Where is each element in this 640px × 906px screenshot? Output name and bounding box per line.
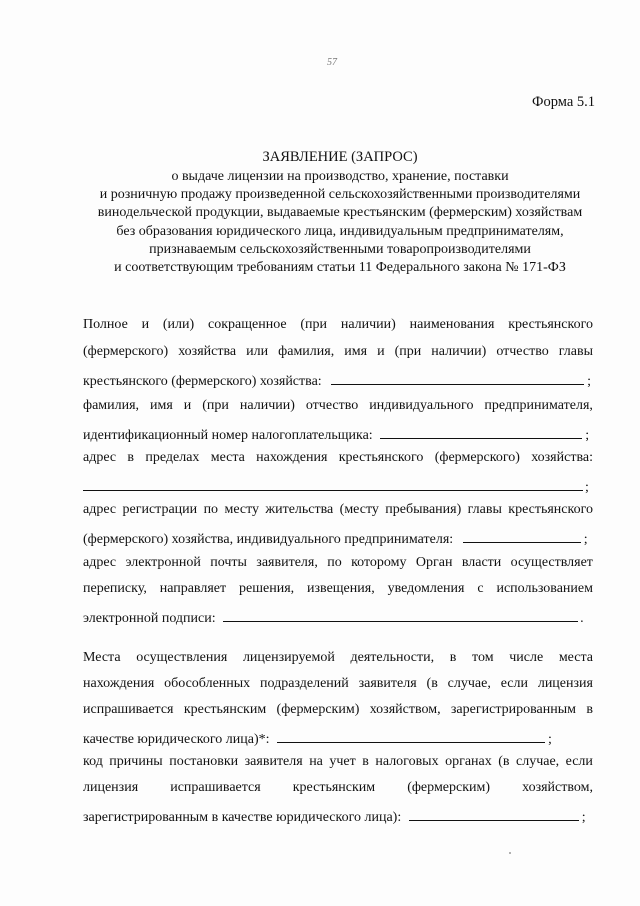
word: деятельности,: [350, 650, 435, 665]
word: причины: [109, 754, 163, 769]
word: случае,: [516, 754, 560, 769]
subtitle-line: и соответствующим требованиям статьи 11 Федерального закона № 171-ФЗ: [114, 260, 566, 276]
word: отчество: [305, 398, 359, 413]
word: с: [477, 581, 484, 596]
subtitle-line: о выдаче лицензии на производство, хранение, поставки: [171, 169, 509, 184]
subtitle-line: признаваемым сельскохозяйственными товаропроизводителями: [149, 241, 531, 257]
word: и: [377, 344, 385, 359]
word: или: [246, 344, 269, 359]
word: фамилия,: [83, 398, 140, 413]
word: Орган: [415, 555, 453, 570]
semicolon: ;: [581, 810, 586, 825]
word: крестьянским: [292, 780, 376, 795]
kpp-line: [83, 806, 593, 826]
word: (фермерским): [407, 780, 491, 795]
period: .: [580, 611, 584, 626]
word: предпринимателя,: [484, 398, 593, 413]
word: по: [327, 555, 342, 570]
word: (месту: [339, 502, 379, 517]
activity-places-label: качестве юридического лица)*:: [83, 732, 270, 747]
word: нахождения: [83, 676, 155, 691]
text-line: [83, 754, 593, 774]
word: главы: [467, 502, 502, 517]
text-line: [83, 702, 593, 722]
word: переписку,: [83, 581, 147, 596]
word: (при: [394, 344, 422, 359]
word: в: [362, 754, 369, 769]
word: имя: [344, 344, 368, 359]
farm-address-field[interactable]: [83, 476, 583, 491]
word: случае,: [447, 676, 491, 691]
word: по: [203, 502, 219, 517]
word: осуществления: [136, 650, 228, 665]
text-line: [83, 398, 593, 418]
word: адрес: [83, 555, 117, 570]
word: сокращенное: [207, 317, 287, 332]
semicolon: ;: [587, 374, 592, 389]
word: крестьянского: [508, 502, 593, 517]
word: числе: [509, 650, 544, 665]
semicolon: ;: [585, 480, 589, 495]
word: Места: [83, 650, 121, 665]
email-field[interactable]: [223, 607, 578, 622]
word: имя: [150, 398, 173, 413]
word: постановки: [169, 754, 239, 769]
semicolon: ;: [583, 532, 588, 547]
word: в: [449, 650, 457, 665]
word: испрашивается: [170, 780, 261, 795]
word: лицензируемой: [242, 650, 335, 665]
farm-name-field[interactable]: [331, 370, 584, 385]
text-line: [83, 581, 593, 601]
word: места: [558, 650, 593, 665]
page-number-mark: 57: [327, 57, 337, 68]
word: (фермерского): [83, 344, 169, 359]
semicolon: ;: [585, 428, 590, 443]
word: главы: [558, 344, 593, 359]
word: электронной: [125, 555, 201, 570]
inn-field[interactable]: [380, 424, 582, 439]
word: уведомления: [387, 581, 465, 596]
word: органах: [445, 754, 492, 769]
word: крестьянского: [338, 450, 424, 465]
word: учет: [329, 754, 356, 769]
word: если: [565, 754, 593, 769]
word: крестьянского: [508, 317, 593, 332]
word: регистрации: [122, 502, 198, 517]
residence-address-field[interactable]: [463, 528, 581, 543]
farm-name-label: крестьянского (фермерского) хозяйства:: [83, 374, 322, 389]
word: адрес: [83, 450, 117, 465]
subtitle-line: без образования юридического лица, индивидуальным предпринимателям,: [116, 223, 564, 239]
subtitle-line: винодельческой продукции, выдаваемые крестьянским (фермерским) хозяйствам: [97, 205, 583, 221]
word: наименования: [409, 317, 495, 332]
text-line: [83, 344, 593, 364]
word: (или): [162, 317, 195, 332]
word: индивидуального: [369, 398, 474, 413]
scan-speck: [509, 852, 511, 854]
word: зарегистрированным: [450, 702, 576, 717]
word: (фермерского): [434, 450, 520, 465]
word: на: [309, 754, 323, 769]
word: (в: [426, 676, 438, 691]
inn-line: [83, 424, 593, 444]
word: (при: [202, 398, 229, 413]
email-label: электронной подписи:: [83, 611, 216, 626]
word: власти: [461, 555, 502, 570]
word: заявителя: [358, 676, 417, 691]
word: пребывания): [385, 502, 462, 517]
word: отчество: [496, 344, 549, 359]
word: направляет: [159, 581, 227, 596]
word: подразделений: [260, 676, 349, 691]
word: если: [500, 676, 528, 691]
subtitle-line: и розничную продажу произведенной сельскохозяйственными производителями: [99, 187, 581, 203]
word: фамилия,: [278, 344, 335, 359]
word: код: [83, 754, 103, 769]
word: (фермерским): [276, 702, 360, 717]
text-line: [83, 450, 593, 470]
word: Полное: [83, 317, 128, 332]
word: и: [141, 317, 150, 332]
word: наличии): [239, 398, 295, 413]
document-heading: [40, 148, 640, 277]
word: и: [183, 398, 192, 413]
email-line: [83, 607, 593, 627]
document-title: ЗАЯВЛЕНИЕ (ЗАПРОС): [262, 149, 418, 165]
word: хозяйством,: [522, 780, 593, 795]
word: наличии): [340, 317, 396, 332]
word: которому: [351, 555, 407, 570]
word: хозяйства:: [531, 450, 593, 465]
word: месту: [224, 502, 260, 517]
residence-address-label: (фермерского) хозяйства, индивидуального предпринимателя:: [83, 532, 454, 547]
word: наличии): [431, 344, 487, 359]
word: хозяйства: [178, 344, 237, 359]
farm-name-line: [83, 370, 593, 390]
word: места: [210, 450, 245, 465]
word: жительства: [265, 502, 334, 517]
text-line: [83, 502, 593, 522]
word: заявителя,: [256, 555, 318, 570]
word: крестьянским: [183, 702, 267, 717]
residence-address-line: [83, 528, 593, 548]
inn-label: идентификационный номер налогоплательщика:: [83, 428, 373, 443]
kpp-field[interactable]: [409, 806, 579, 821]
form-number: Форма 5.1: [532, 94, 595, 110]
text-line: [83, 780, 593, 800]
word: пределах: [145, 450, 200, 465]
word: использованием: [496, 581, 593, 596]
word: осуществляет: [510, 555, 593, 570]
word: лицензия: [537, 676, 593, 691]
word: решения,: [239, 581, 295, 596]
activity-places-field[interactable]: [277, 728, 545, 743]
kpp-label: зарегистрированным в качестве юридического лица):: [83, 810, 402, 825]
word: том: [472, 650, 494, 665]
text-line: [83, 650, 593, 670]
text-line: [83, 676, 593, 696]
word: хозяйством,: [369, 702, 441, 717]
farm-address-line: [83, 476, 593, 496]
word: налоговых: [375, 754, 439, 769]
word: адрес: [83, 502, 117, 517]
word: (в: [498, 754, 510, 769]
word: почты: [210, 555, 247, 570]
text-line: [83, 555, 593, 575]
word: (при: [300, 317, 328, 332]
word: в: [586, 702, 593, 717]
word: испрашивается: [83, 702, 174, 717]
semicolon: ;: [548, 732, 552, 747]
word: обособленных: [164, 676, 251, 691]
text-line: [83, 317, 593, 337]
word: лицензия: [83, 780, 139, 795]
word: в: [127, 450, 135, 465]
word: заявителя: [244, 754, 303, 769]
word: нахождения: [256, 450, 328, 465]
activity-places-line: [83, 728, 593, 748]
word: извещения,: [307, 581, 375, 596]
